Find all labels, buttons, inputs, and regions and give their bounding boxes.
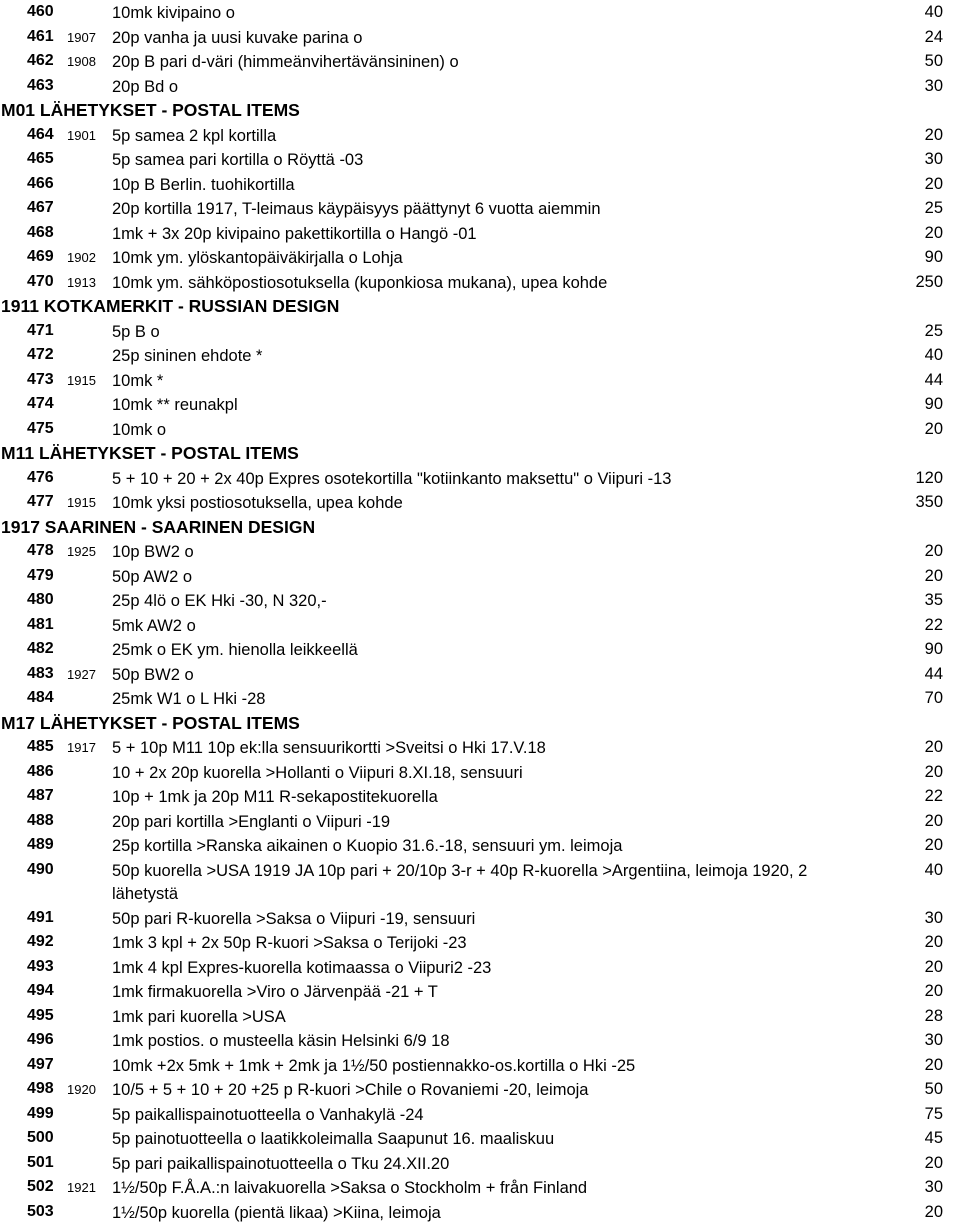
- lot-description: 20p kortilla 1917, T-leimaus käypäisyys päättynyt 6 vuotta aiemmin: [112, 198, 882, 220]
- section-heading: [0, 711, 960, 736]
- lot-price: 120: [915, 468, 943, 488]
- lot-number: 494: [27, 981, 54, 1001]
- lot-number: 467: [27, 198, 54, 218]
- lot-number: 483: [27, 664, 54, 684]
- lot-year: 1907: [67, 29, 96, 47]
- section-heading: [0, 441, 960, 466]
- lot-description: 10p + 1mk ja 20p M11 R-sekapostitekuorella: [112, 786, 882, 808]
- lot-number: 475: [27, 419, 54, 439]
- lot-description: 5mk AW2 o: [112, 615, 882, 637]
- lot-description: 1mk firmakuorella >Viro o Järvenpää -21 + T: [112, 981, 882, 1003]
- lot-price: 24: [925, 27, 943, 47]
- lot-description: 10mk ym. sähköpostiosotuksella (kuponkiosa mukana), upea kohde: [112, 272, 882, 294]
- lot-row: [0, 784, 960, 809]
- lot-row: [0, 906, 960, 931]
- lot-price: 20: [925, 1153, 943, 1173]
- lot-description: 5p samea 2 kpl kortilla: [112, 125, 882, 147]
- lot-price: 50: [925, 1079, 943, 1099]
- lot-row: [0, 735, 960, 760]
- lot-number: 492: [27, 932, 54, 952]
- lot-description: 50p BW2 o: [112, 664, 882, 686]
- lot-price: 20: [925, 541, 943, 561]
- lot-row: [0, 343, 960, 368]
- lot-price: 28: [925, 1006, 943, 1026]
- lot-number: 480: [27, 590, 54, 610]
- lot-row: [0, 1102, 960, 1127]
- lot-price: 250: [915, 272, 943, 292]
- lot-description: 25mk o EK ym. hienolla leikkeellä: [112, 639, 882, 661]
- lot-price: 70: [925, 688, 943, 708]
- lot-number: 461: [27, 27, 54, 47]
- lot-number: 476: [27, 468, 54, 488]
- lot-number: 479: [27, 566, 54, 586]
- lot-description: 50p kuorella >USA 1919 JA 10p pari + 20/10p 3-r + 40p R-kuorella >Argentiina, leimoja 1920, 2 lähetystä: [112, 860, 872, 906]
- lot-year: 1917: [67, 739, 96, 757]
- lot-description: 1mk pari kuorella >USA: [112, 1006, 882, 1028]
- lot-year: 1927: [67, 666, 96, 684]
- lot-description: 20p vanha ja uusi kuvake parina o: [112, 27, 882, 49]
- lot-description: 10mk ym. ylöskantopäiväkirjalla o Lohja: [112, 247, 882, 269]
- lot-year: 1913: [67, 274, 96, 292]
- lot-number: 460: [27, 2, 54, 22]
- lot-number: 463: [27, 76, 54, 96]
- lot-number: 484: [27, 688, 54, 708]
- lot-description: 10mk ** reunakpl: [112, 394, 882, 416]
- lot-number: 462: [27, 51, 54, 71]
- lot-row: [0, 1151, 960, 1176]
- lot-price: 20: [925, 762, 943, 782]
- lot-price: 20: [925, 174, 943, 194]
- section-heading-text: M01 LÄHETYKSET - POSTAL ITEMS: [1, 99, 300, 121]
- lot-year: 1915: [67, 494, 96, 512]
- lot-price: 20: [925, 1055, 943, 1075]
- lot-description: 10mk o: [112, 419, 882, 441]
- lot-description: 1mk 4 kpl Expres-kuorella kotimaassa o Viipuri2 -23: [112, 957, 882, 979]
- lot-price: 50: [925, 51, 943, 71]
- lot-description: 5 + 10 + 20 + 2x 40p Expres osotekortilla "kotiinkanto maksettu" o Viipuri -13: [112, 468, 882, 490]
- lot-description: 5p painotuotteella o laatikkoleimalla Saapunut 16. maaliskuu: [112, 1128, 882, 1150]
- lot-description: 20p B pari d-väri (himmeänvihertävänsininen) o: [112, 51, 882, 73]
- lot-number: 470: [27, 272, 54, 292]
- section-heading-text: M11 LÄHETYKSET - POSTAL ITEMS: [1, 442, 299, 464]
- lot-price: 30: [925, 1030, 943, 1050]
- lot-number: 482: [27, 639, 54, 659]
- lot-number: 500: [27, 1128, 54, 1148]
- lot-row: [0, 147, 960, 172]
- lot-number: 489: [27, 835, 54, 855]
- lot-description: 10mk +2x 5mk + 1mk + 2mk ja 1½/50 postiennakko-os.kortilla o Hki -25: [112, 1055, 882, 1077]
- lot-row: [0, 368, 960, 393]
- lot-number: 496: [27, 1030, 54, 1050]
- section-heading-text: 1911 KOTKAMERKIT - RUSSIAN DESIGN: [1, 295, 339, 317]
- lot-row: [0, 1200, 960, 1224]
- lot-row: [0, 245, 960, 270]
- lot-row: [0, 1126, 960, 1151]
- lot-number: 485: [27, 737, 54, 757]
- section-heading: [0, 294, 960, 319]
- lot-row: [0, 809, 960, 834]
- lot-description: 1mk 3 kpl + 2x 50p R-kuori >Saksa o Terijoki -23: [112, 932, 882, 954]
- lot-row: [0, 833, 960, 858]
- lot-row: [0, 25, 960, 50]
- lot-description: 5p B o: [112, 321, 882, 343]
- lot-year: 1908: [67, 53, 96, 71]
- lot-row: [0, 979, 960, 1004]
- lot-price: 30: [925, 76, 943, 96]
- lot-price: 90: [925, 639, 943, 659]
- lot-row: [0, 858, 960, 906]
- lot-row: [0, 564, 960, 589]
- lot-number: 466: [27, 174, 54, 194]
- lot-number: 497: [27, 1055, 54, 1075]
- lot-number: 465: [27, 149, 54, 169]
- lot-description: 5 + 10p M11 10p ek:lla sensuurikortti >Sveitsi o Hki 17.V.18: [112, 737, 882, 759]
- lot-description: 5p paikallispainotuotteella o Vanhakylä -24: [112, 1104, 882, 1126]
- lot-row: [0, 319, 960, 344]
- lot-number: 481: [27, 615, 54, 635]
- section-heading-text: M17 LÄHETYKSET - POSTAL ITEMS: [1, 712, 300, 734]
- lot-price: 25: [925, 321, 943, 341]
- lot-number: 487: [27, 786, 54, 806]
- lot-year: 1902: [67, 249, 96, 267]
- lot-number: 477: [27, 492, 54, 512]
- lot-number: 490: [27, 860, 54, 880]
- lot-price: 40: [925, 2, 943, 22]
- lot-price: 20: [925, 981, 943, 1001]
- lot-row: [0, 930, 960, 955]
- lot-price: 20: [925, 419, 943, 439]
- lot-description: 25p 4lö o EK Hki -30, N 320,-: [112, 590, 882, 612]
- lot-number: 499: [27, 1104, 54, 1124]
- lot-description: 20p Bd o: [112, 76, 882, 98]
- lot-row: [0, 613, 960, 638]
- lot-row: [0, 1053, 960, 1078]
- lot-description: 25p sininen ehdote *: [112, 345, 882, 367]
- lot-number: 495: [27, 1006, 54, 1026]
- lot-price: 20: [925, 223, 943, 243]
- lot-row: [0, 270, 960, 295]
- lot-description: 20p pari kortilla >Englanti o Viipuri -19: [112, 811, 882, 833]
- lot-price: 30: [925, 1177, 943, 1197]
- lot-number: 473: [27, 370, 54, 390]
- lot-price: 20: [925, 1202, 943, 1222]
- lot-number: 464: [27, 125, 54, 145]
- lot-row: [0, 0, 960, 25]
- lot-row: [0, 417, 960, 442]
- lot-row: [0, 760, 960, 785]
- lot-number: 502: [27, 1177, 54, 1197]
- lot-description: 1½/50p F.Å.A.:n laivakuorella >Saksa o Stockholm + från Finland: [112, 1177, 882, 1199]
- lot-row: [0, 1004, 960, 1029]
- lot-row: [0, 466, 960, 491]
- lot-description: 10mk kivipaino o: [112, 2, 882, 24]
- lot-price: 20: [925, 835, 943, 855]
- lot-price: 30: [925, 908, 943, 928]
- lot-number: 472: [27, 345, 54, 365]
- lot-description: 25mk W1 o L Hki -28: [112, 688, 882, 710]
- lot-price: 20: [925, 811, 943, 831]
- lot-year: 1915: [67, 372, 96, 390]
- lot-description: 10 + 2x 20p kuorella >Hollanti o Viipuri 8.XI.18, sensuuri: [112, 762, 882, 784]
- lot-price: 44: [925, 664, 943, 684]
- lot-price: 20: [925, 737, 943, 757]
- lot-description: 5p samea pari kortilla o Röyttä -03: [112, 149, 882, 171]
- lot-number: 468: [27, 223, 54, 243]
- lot-year: 1921: [67, 1179, 96, 1197]
- lot-price: 20: [925, 125, 943, 145]
- lot-price: 35: [925, 590, 943, 610]
- lot-row: [0, 221, 960, 246]
- lot-price: 40: [925, 860, 943, 880]
- lot-number: 488: [27, 811, 54, 831]
- lot-row: [0, 49, 960, 74]
- lot-number: 474: [27, 394, 54, 414]
- lot-description: 10mk yksi postiosotuksella, upea kohde: [112, 492, 882, 514]
- lot-price: 40: [925, 345, 943, 365]
- lot-row: [0, 123, 960, 148]
- lot-description: 1mk postios. o musteella käsin Helsinki 6/9 18: [112, 1030, 882, 1052]
- lot-number: 469: [27, 247, 54, 267]
- section-heading-text: 1917 SAARINEN - SAARINEN DESIGN: [1, 516, 315, 538]
- lot-year: 1920: [67, 1081, 96, 1099]
- lot-price: 350: [915, 492, 943, 512]
- lot-description: 1½/50p kuorella (pientä likaa) >Kiina, leimoja: [112, 1202, 882, 1224]
- section-heading: [0, 98, 960, 123]
- lot-description: 25p kortilla >Ranska aikainen o Kuopio 31.6.-18, sensuuri ym. leimoja: [112, 835, 882, 857]
- lot-number: 478: [27, 541, 54, 561]
- lot-year: 1901: [67, 127, 96, 145]
- lot-row: [0, 1077, 960, 1102]
- lot-row: [0, 588, 960, 613]
- lot-number: 491: [27, 908, 54, 928]
- lot-price: 20: [925, 957, 943, 977]
- lot-row: [0, 196, 960, 221]
- lot-row: [0, 1175, 960, 1200]
- lot-row: [0, 490, 960, 515]
- lot-row: [0, 392, 960, 417]
- lot-row: [0, 686, 960, 711]
- lot-price: 30: [925, 149, 943, 169]
- lot-description: 10mk *: [112, 370, 882, 392]
- lot-number: 493: [27, 957, 54, 977]
- lot-price: 22: [925, 615, 943, 635]
- lot-row: [0, 74, 960, 99]
- lot-row: [0, 1028, 960, 1053]
- lot-price: 25: [925, 198, 943, 218]
- lot-row: [0, 637, 960, 662]
- lot-description: 10/5 + 5 + 10 + 20 +25 p R-kuori >Chile o Rovaniemi -20, leimoja: [112, 1079, 882, 1101]
- lot-row: [0, 172, 960, 197]
- lot-number: 471: [27, 321, 54, 341]
- lot-number: 501: [27, 1153, 54, 1173]
- lot-number: 498: [27, 1079, 54, 1099]
- lot-row: [0, 539, 960, 564]
- lot-row: [0, 662, 960, 687]
- lot-price: 90: [925, 247, 943, 267]
- lot-description: 1mk + 3x 20p kivipaino pakettikortilla o Hangö -01: [112, 223, 882, 245]
- lot-description: 50p pari R-kuorella >Saksa o Viipuri -19, sensuuri: [112, 908, 882, 930]
- lot-year: 1925: [67, 543, 96, 561]
- lot-number: 503: [27, 1202, 54, 1222]
- lot-price: 22: [925, 786, 943, 806]
- lot-price: 44: [925, 370, 943, 390]
- section-heading: [0, 515, 960, 540]
- lot-price: 20: [925, 932, 943, 952]
- lot-price: 75: [925, 1104, 943, 1124]
- lot-number: 486: [27, 762, 54, 782]
- lot-row: [0, 955, 960, 980]
- lot-description: 10p B Berlin. tuohikortilla: [112, 174, 882, 196]
- lot-description: 10p BW2 o: [112, 541, 882, 563]
- lot-price: 20: [925, 566, 943, 586]
- lot-description: 5p pari paikallispainotuotteella o Tku 24.XII.20: [112, 1153, 882, 1175]
- lot-price: 45: [925, 1128, 943, 1148]
- lot-description: 50p AW2 o: [112, 566, 882, 588]
- lot-price: 90: [925, 394, 943, 414]
